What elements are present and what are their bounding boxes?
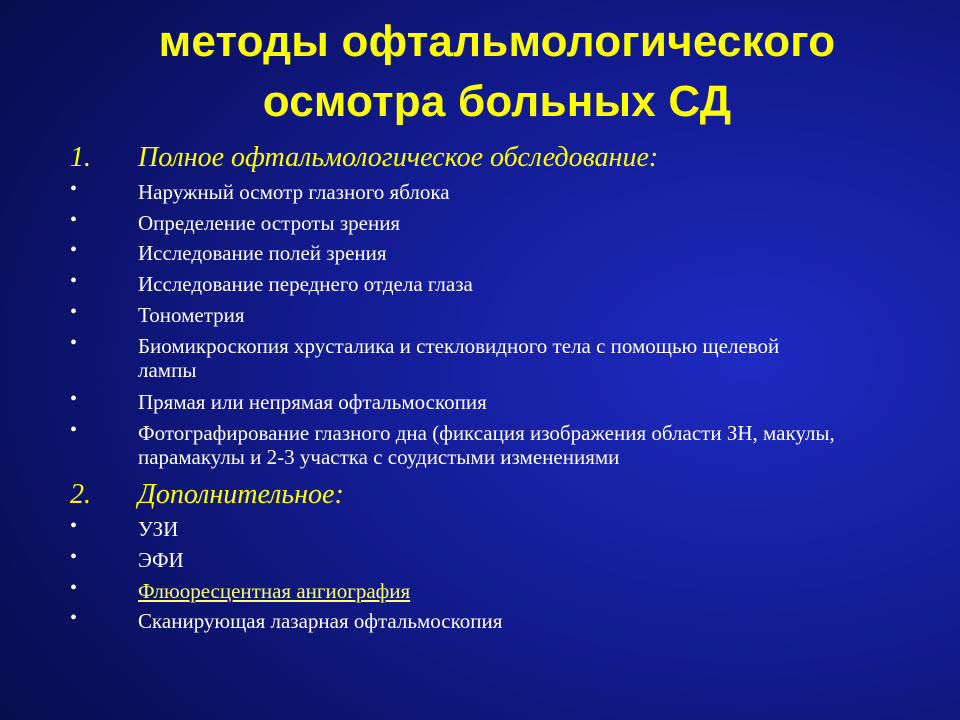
slide-title-line-2: осмотра больных СД (262, 77, 732, 126)
bullet-icon: • (70, 607, 78, 629)
bullet-icon: • (70, 515, 78, 537)
list-item-text: Определение остроты зрения (138, 211, 401, 235)
list-item-text: Биомикроскопия хрусталика и стекловидного тела с помощью щелевой лампы (138, 334, 780, 382)
angiography-link[interactable]: Флюоресцентная ангиография (138, 579, 411, 603)
bullet-icon: • (70, 388, 78, 410)
list-item-text: Сканирующая лазарная офтальмоскопия (138, 609, 503, 633)
slide-title (0, 12, 960, 132)
list-item (70, 517, 870, 541)
section-1-title: Полное офтальмологическое обследование: (138, 142, 659, 173)
bullet-icon: • (70, 332, 78, 354)
list-item (70, 609, 870, 633)
bullet-icon: • (70, 577, 78, 599)
slide-title-line-1: методы офтальмологического (158, 17, 836, 66)
list-item (70, 180, 870, 204)
list-item (70, 579, 870, 603)
bullet-icon: • (70, 546, 78, 568)
list-item (70, 334, 870, 382)
bullet-icon: • (70, 178, 78, 200)
bullet-icon: • (70, 301, 78, 323)
list-item-text: Тонометрия (138, 303, 245, 327)
bullet-icon: • (70, 419, 78, 441)
list-item-text: ЭФИ (138, 548, 184, 572)
bullet-icon: • (70, 270, 78, 292)
bullet-icon: • (70, 239, 78, 261)
list-item (70, 272, 870, 296)
list-item-text: Наружный осмотр глазного яблока (138, 180, 450, 204)
section-2-number: 2. (70, 479, 91, 510)
list-item (70, 211, 870, 235)
list-item (70, 548, 870, 572)
section-2-title: Дополнительное: (138, 479, 344, 510)
list-item-text: УЗИ (138, 517, 179, 541)
list-item (70, 241, 870, 265)
bullet-icon: • (70, 209, 78, 231)
list-item (70, 303, 870, 327)
list-item (70, 421, 870, 469)
list-item-text: Исследование полей зрения (138, 241, 387, 265)
section-1-number: 1. (70, 142, 91, 173)
list-item-text: Фотографирование глазного дна (фиксация изображения области ЗН, макулы, парамакулы и 2-3 участка с соудистыми изменениями (138, 421, 835, 469)
list-item (70, 390, 870, 414)
list-item-text: Исследование переднего отдела глаза (138, 272, 473, 296)
list-item-text: Прямая или непрямая офтальмоскопия (138, 390, 487, 414)
